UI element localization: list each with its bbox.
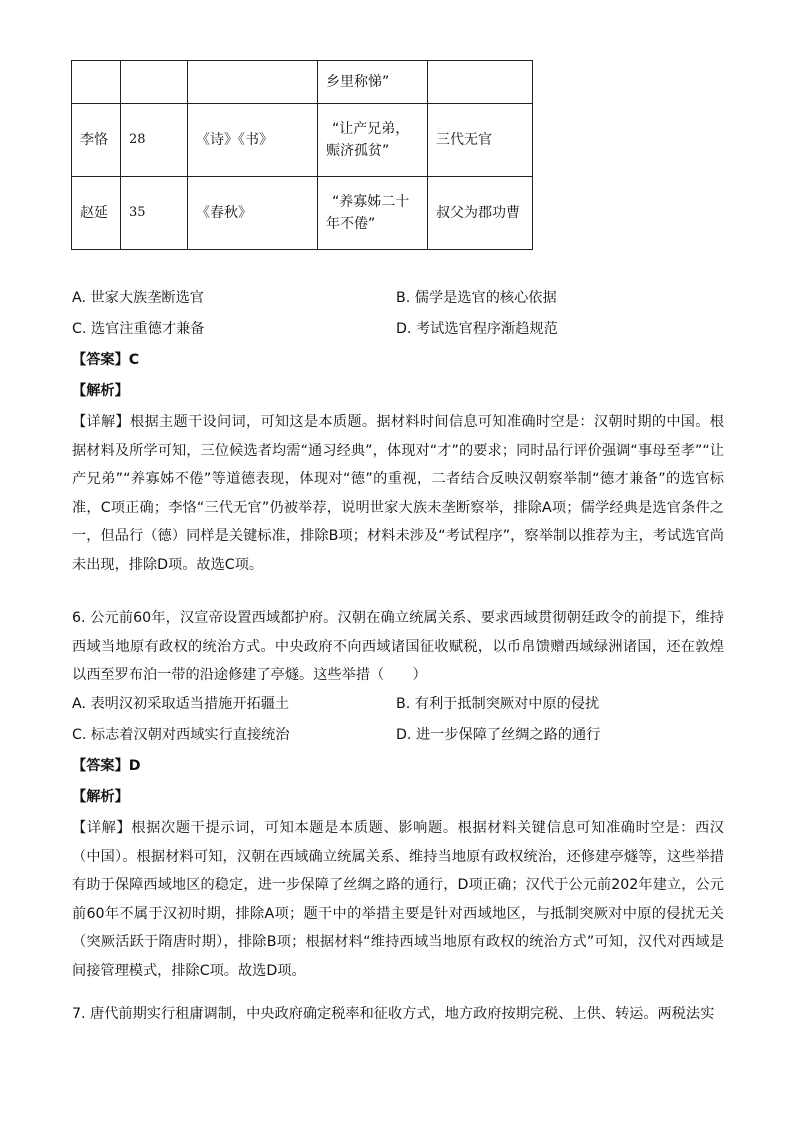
candidates-table xyxy=(71,60,533,250)
answer-label: 【答案】D xyxy=(72,758,141,774)
cell-classic xyxy=(188,61,318,104)
deed-line: “让产兄弟， xyxy=(332,121,410,137)
option-d: D. 进一步保障了丝绸之路的通行 xyxy=(396,727,601,743)
analysis-label: 【解析】 xyxy=(72,789,129,805)
analysis-detail: 【详解】根据次题干提示词，可知本题是本质题、影响题。根据材料关键信息可知准确时空是：西汉（中国）。根据材料可知，汉朝在西域确立统属关系、维持当地原有政权统治，还修建亭燧等，这些举措有助于保障西域地区的稳定，进一步保障了丝绸之路的通行，D项正确；汉代于公元前202年建立，公元前60年不属于汉初时期，排除A项；题干中的举措主要是针对西域地区，与抵制突厥对中原的侵扰无关（突厥活跃于隋唐时期），排除B项；根据材料“维持西域当地原有政权的统治方式”可知，汉代对西域是间接管理模式，排除C项。故选D项。 xyxy=(72,820,724,979)
cell-name xyxy=(72,61,121,104)
cell-name: 赵延 xyxy=(72,177,121,250)
question-stem: 7. 唐代前期实行租庸调制，中央政府确定税率和征收方式，地方政府按期完税、上供、转运。两税法实 xyxy=(72,1006,715,1022)
analysis-label: 【解析】 xyxy=(72,383,129,399)
option-c: C. 选官注重德才兼备 xyxy=(72,321,205,337)
cell-age xyxy=(121,61,188,104)
table-row xyxy=(72,177,533,250)
option-a: A. 表明汉初采取适当措施开拓疆土 xyxy=(72,696,290,712)
question-stem: 6. 公元前60年，汉宣帝设置西域都护府。汉朝在确立统属关系、要求西域贯彻朝廷政令的前提下，维持西域当地原有政权的统治方式。中央政府不向西域诸国征收赋税，以币帛馈赠西域绿洲诸国，还在敦煌以西至罗布泊一带的沿途修建了亭燧。这些举措（ ） xyxy=(72,610,724,683)
cell-deed xyxy=(318,177,428,250)
option-d: D. 考试选官程序渐趋规范 xyxy=(396,321,558,337)
cell-classic: 《春秋》 xyxy=(188,177,318,250)
table-row xyxy=(72,104,533,177)
answer-label: 【答案】C xyxy=(72,352,140,368)
option-b: B. 儒学是选官的核心依据 xyxy=(396,290,557,306)
cell-family: 三代无官 xyxy=(428,104,533,177)
cell-name: 李恪 xyxy=(72,104,121,177)
table-row xyxy=(72,61,533,104)
cell-family xyxy=(428,61,533,104)
option-b: B. 有利于抵制突厥对中原的侵扰 xyxy=(396,696,600,712)
deed-line: 年不倦” xyxy=(326,216,376,232)
deed-line: 赈济孤贫” xyxy=(326,143,390,159)
cell-family: 叔父为郡功曹 xyxy=(428,177,533,250)
deed-line: “养寡姊二十 xyxy=(332,194,410,210)
cell-deed: 乡里称悌” xyxy=(318,61,428,104)
cell-classic: 《诗》《书》 xyxy=(188,104,318,177)
option-c: C. 标志着汉朝对西域实行直接统治 xyxy=(72,727,290,743)
cell-age: 35 xyxy=(121,177,188,250)
cell-age: 28 xyxy=(121,104,188,177)
analysis-detail: 【详解】根据主题干设问词，可知这是本质题。据材料时间信息可知准确时空是：汉朝时期的中国。根据材料及所学可知，三位候选者均需“通习经典”，体现对“才”的要求；同时品行评价强调“事母至孝”“让产兄弟”“养寡姊不倦”等道德表现，体现对“德”的重视，二者结合反映汉朝察举制“德才兼备”的选官标准，C项正确；李恪“三代无官”仍被举荐，说明世家大族未垄断察举，排除A项；儒学经典是选官条件之一，但品行（德）同样是关键标准，排除B项；材料未涉及“考试程序”，察举制以推荐为主，考试选官尚未出现，排除D项。故选C项。 xyxy=(72,414,724,573)
cell-deed xyxy=(318,104,428,177)
option-a: A. 世家大族垄断选官 xyxy=(72,290,204,306)
